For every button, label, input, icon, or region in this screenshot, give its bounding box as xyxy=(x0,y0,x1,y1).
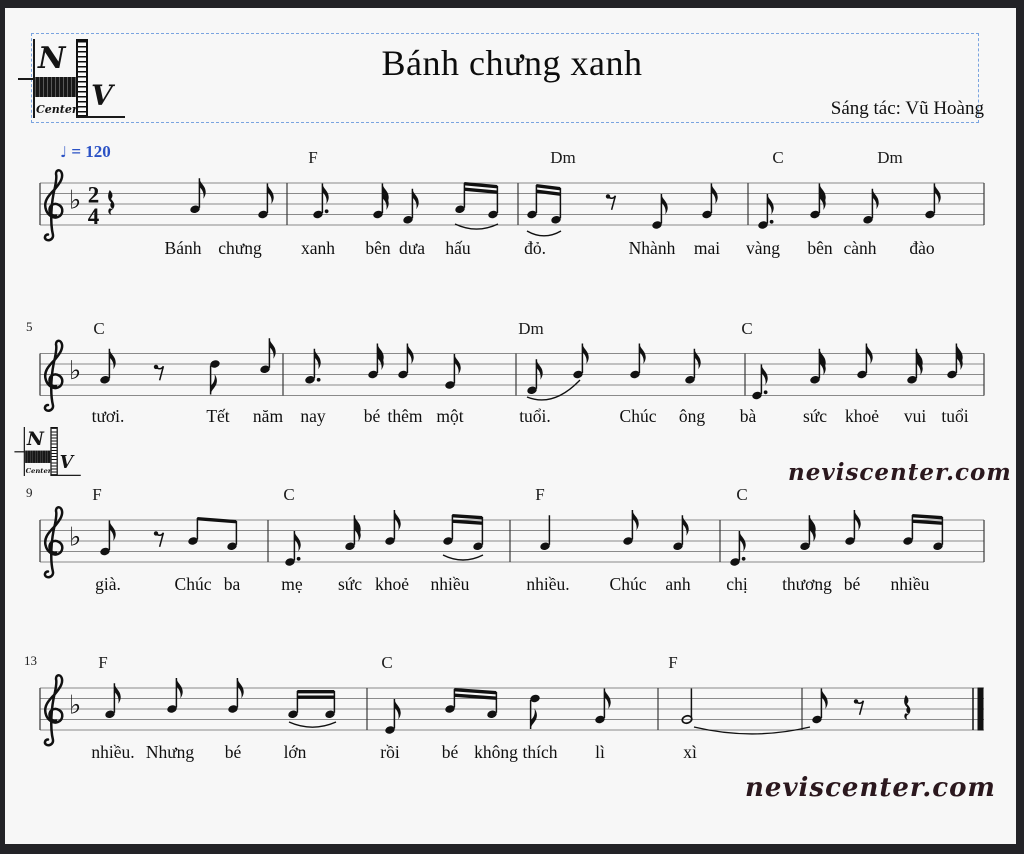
quarter-note-icon: ♩ xyxy=(60,143,68,161)
lyric-syllable: chị xyxy=(726,574,748,594)
lyric-syllable: xì xyxy=(683,742,697,762)
tie-slur xyxy=(527,231,561,236)
notation-layer xyxy=(40,507,984,577)
chord-symbol: C xyxy=(741,318,753,338)
lyric-syllable: tuổi xyxy=(941,406,969,426)
eighth-rest xyxy=(854,699,864,715)
lyric-syllable: bên xyxy=(365,238,391,258)
lyric-syllable: xanh xyxy=(300,238,336,258)
lyric-syllable: bên xyxy=(807,238,833,258)
lyric-syllable: dưa xyxy=(398,238,426,258)
composer-credit: Sáng tác: Vũ Hoàng xyxy=(830,98,984,119)
lyric-syllable: bé xyxy=(843,574,861,594)
beam xyxy=(197,517,236,523)
lyric-syllable: bà xyxy=(739,406,757,426)
logo-rule xyxy=(18,78,35,80)
lyric-syllable: lì xyxy=(595,742,605,762)
note-flag xyxy=(269,338,275,359)
lyric-syllable: nay xyxy=(300,406,326,426)
logo-rule xyxy=(76,116,125,118)
lyric-syllable: nhiều. xyxy=(91,742,135,762)
lyric-syllable: thêm xyxy=(387,406,423,426)
lyric-syllable: hấu xyxy=(445,238,471,258)
augmentation-dot xyxy=(764,390,768,394)
tie-slur xyxy=(289,722,336,727)
eighth-rest xyxy=(154,365,164,381)
tempo-value: = 120 xyxy=(67,142,111,161)
lyric-syllable: bé xyxy=(224,742,242,762)
treble-clef xyxy=(45,675,62,745)
lyric-syllable: Chúc xyxy=(609,574,647,594)
chord-symbol: C xyxy=(283,485,295,504)
lyric-syllable: khoẻ xyxy=(844,406,880,426)
measure-number: 9 xyxy=(26,485,33,500)
watermark: neviscenter.com xyxy=(788,459,1012,486)
note-flag xyxy=(412,189,418,210)
measure-number: 13 xyxy=(24,653,37,668)
time-sig-top: 2 xyxy=(87,182,100,208)
lyric-syllable: bé xyxy=(441,742,459,762)
watermark: neviscenter.com xyxy=(745,773,996,803)
note-flag xyxy=(314,349,320,370)
beam xyxy=(454,688,496,694)
lyric-syllable: không xyxy=(474,742,518,762)
lyric-syllable: năm xyxy=(252,406,284,426)
eighth-rest xyxy=(606,194,616,210)
chord-symbol: Dm xyxy=(518,318,544,338)
note-flag xyxy=(199,178,205,199)
lyric-syllable: nhiều xyxy=(430,574,470,594)
lyric-syllable: anh xyxy=(665,574,691,594)
lyric-syllable: đỏ. xyxy=(524,238,546,258)
lyric-syllable: thương xyxy=(782,574,832,594)
lyric-syllable: nhiều. xyxy=(526,574,570,594)
logo-keyboard-band xyxy=(35,77,77,97)
note-flag xyxy=(694,349,700,370)
lyric-syllable: Tết xyxy=(206,406,230,426)
lyric-syllable: thích xyxy=(522,742,558,762)
lyric-syllable: bé xyxy=(363,406,381,426)
lyric-syllable: ông xyxy=(678,406,706,426)
augmentation-dot xyxy=(317,378,321,382)
beam xyxy=(912,514,942,519)
logo-letter-n: N xyxy=(38,41,66,76)
time-sig-bottom: 4 xyxy=(87,204,100,229)
lyric-syllable: nhiều xyxy=(890,574,930,594)
lyric-syllable: tươi. xyxy=(91,406,125,426)
lyric-syllable: tuổi. xyxy=(519,406,551,426)
augmentation-dot xyxy=(742,557,746,561)
measure-number: 5 xyxy=(26,318,33,334)
note-flag xyxy=(114,683,120,704)
chord-symbol: F xyxy=(535,485,545,504)
lyric-syllable: Chúc xyxy=(174,574,212,594)
lyric-syllable: mai xyxy=(693,238,721,258)
note-flag xyxy=(536,359,542,380)
lyric-syllable: Nhành xyxy=(628,238,676,258)
notation-layer xyxy=(40,338,984,410)
lyric-syllable: ba xyxy=(223,574,241,594)
note-flag xyxy=(682,515,688,536)
lyric-syllable: một xyxy=(436,406,464,426)
augmentation-dot xyxy=(297,557,301,561)
lyric-syllable: vàng xyxy=(745,238,781,258)
lyric-syllable: sức xyxy=(337,574,363,594)
lyric-syllable: Chúc xyxy=(619,406,657,426)
lyric-syllable: Bánh xyxy=(164,238,202,258)
neviscenter-logo xyxy=(27,39,127,121)
tie-slur xyxy=(443,555,483,560)
lyric-syllable: già. xyxy=(95,574,121,594)
beam xyxy=(536,184,560,190)
chord-symbol: Dm xyxy=(550,148,576,167)
logo-center-label: Center xyxy=(36,103,78,116)
lyric-syllable: mẹ xyxy=(281,574,303,594)
flat-sign: ♭ xyxy=(69,185,82,216)
beam xyxy=(464,188,497,194)
page-title: Bánh chưng xanh xyxy=(381,43,643,83)
chord-symbol: F xyxy=(98,653,108,672)
lyric-syllable: lớn xyxy=(283,742,307,762)
flat-sign: ♭ xyxy=(69,522,82,553)
beam xyxy=(536,190,560,196)
lyric-syllable: Nhưng xyxy=(145,742,195,762)
treble-clef xyxy=(45,341,62,411)
notation-layer xyxy=(40,675,984,745)
augmentation-dot xyxy=(770,220,774,224)
chord-symbol: C xyxy=(736,485,748,504)
staff-system-3 xyxy=(0,502,1024,662)
chord-symbol: C xyxy=(381,653,393,672)
lyric-syllable: sức xyxy=(802,406,828,426)
logo-letter-n: N xyxy=(26,428,44,450)
note-flag xyxy=(211,374,217,395)
logo-center-label: Center xyxy=(25,466,52,475)
augmentation-dot xyxy=(325,209,329,213)
lyric-syllable: rồi xyxy=(380,742,400,762)
treble-clef xyxy=(45,507,62,577)
note-flag xyxy=(872,189,878,210)
chord-symbol: C xyxy=(93,318,105,338)
tempo-marking xyxy=(60,142,111,162)
logo-letter-v: V xyxy=(59,451,74,473)
beam xyxy=(297,690,334,693)
note-flag xyxy=(109,349,115,370)
chord-symbol: F xyxy=(668,653,678,672)
note-flag xyxy=(531,709,537,730)
chord-symbol: Dm xyxy=(877,148,903,167)
chord-symbol: F xyxy=(308,148,318,167)
lyric-syllable: cành xyxy=(843,238,877,258)
beam xyxy=(452,514,482,519)
flat-sign: ♭ xyxy=(69,356,82,386)
notation-layer xyxy=(40,170,984,240)
lyric-syllable: đào xyxy=(909,238,935,258)
lyric-syllable: khoẻ xyxy=(374,574,410,594)
lyric-syllable: vui xyxy=(903,406,927,426)
beam xyxy=(297,696,334,699)
treble-clef xyxy=(45,170,62,240)
flat-sign: ♭ xyxy=(69,690,82,721)
chord-symbol: F xyxy=(92,485,102,504)
chord-symbol: C xyxy=(772,148,784,167)
logo-letter-v: V xyxy=(91,79,113,112)
eighth-rest xyxy=(154,531,164,547)
lyric-syllable: chưng xyxy=(218,238,262,258)
